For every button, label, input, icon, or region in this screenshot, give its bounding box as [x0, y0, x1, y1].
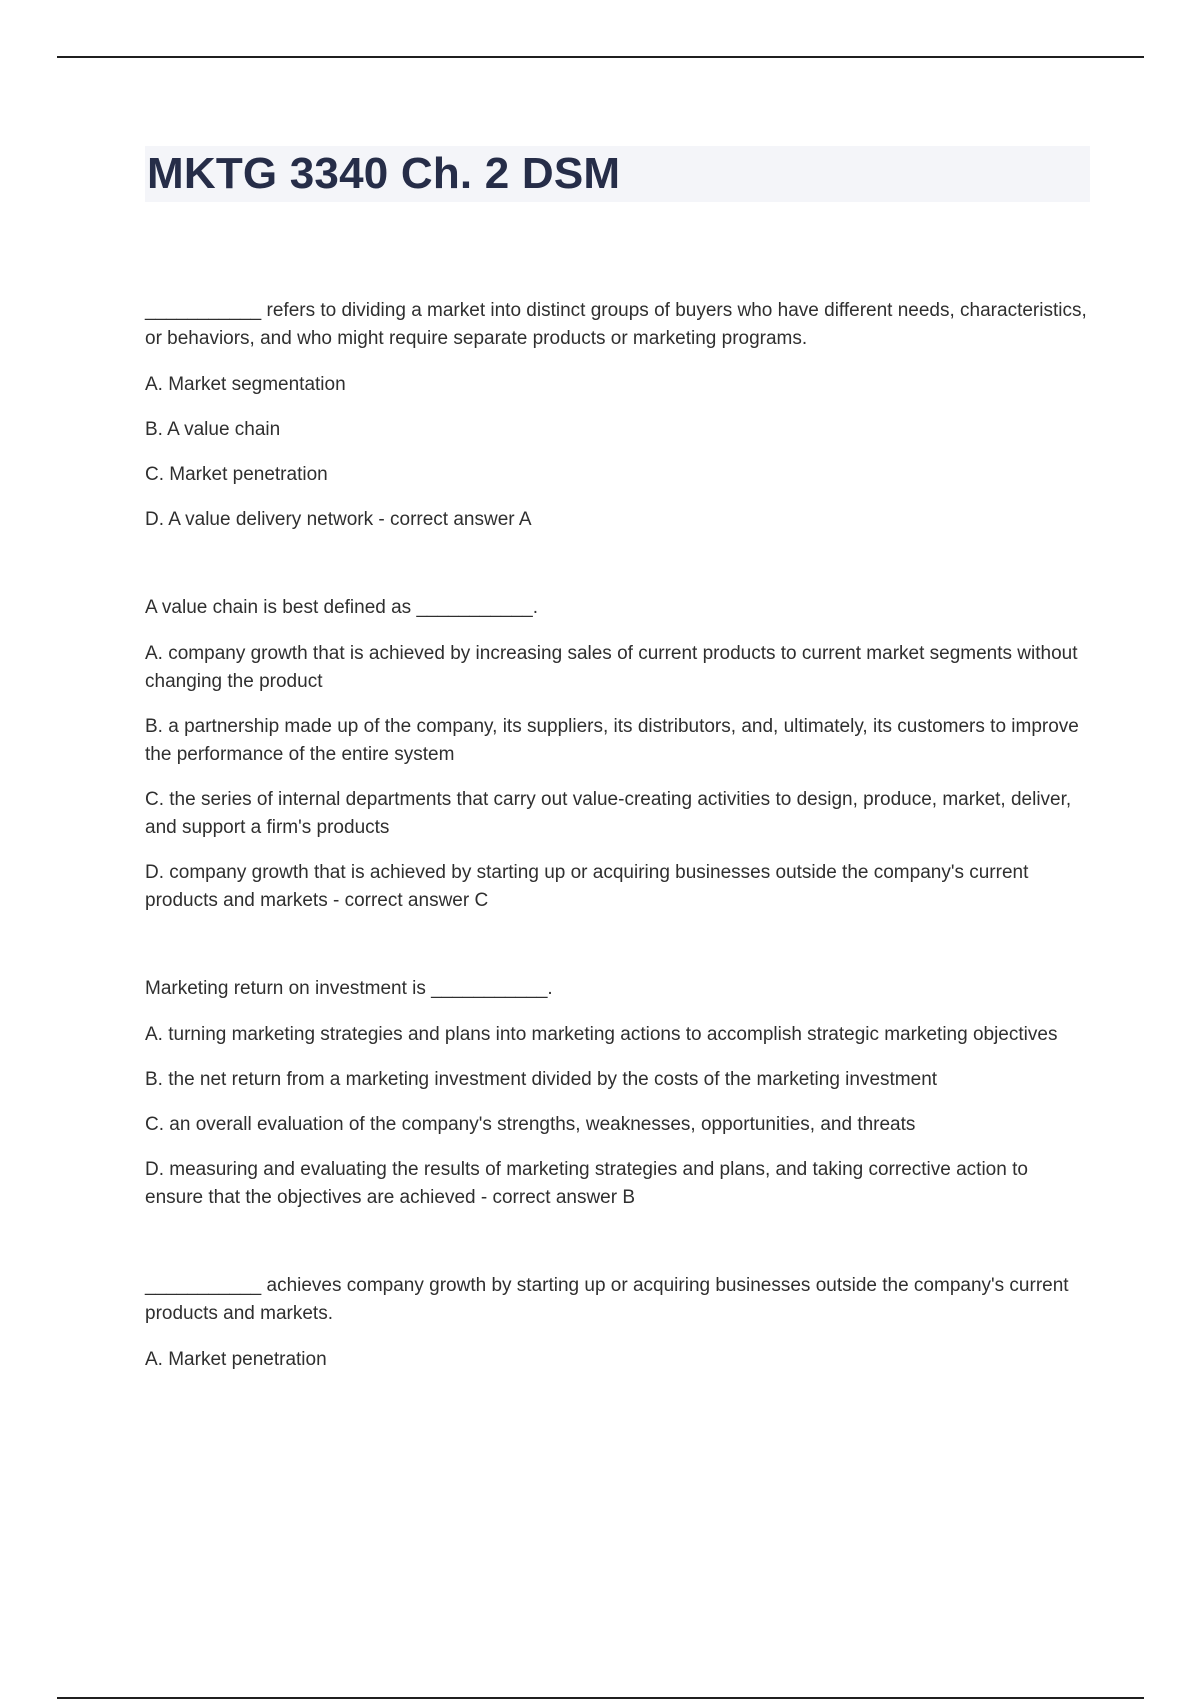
title-bar — [145, 146, 1090, 202]
answer-option-a: A. turning marketing strategies and plans into marketing actions to accomplish strategic marketing objectives — [145, 1024, 1058, 1045]
answer-option-c: C. the series of internal departments that carry out value-creating activities to design, produce, market, deliver, and support a firm's products — [145, 789, 1072, 838]
answer-option-d: D. measuring and evaluating the results of marketing strategies and plans, and taking corrective action to ensure that the objectives are achieved - correct answer B — [145, 1159, 1028, 1208]
answer-option-a: A. Market penetration — [145, 1349, 327, 1370]
question-stem: Marketing return on investment is ___________. — [145, 978, 553, 999]
question-stem: ___________ achieves company growth by starting up or acquiring businesses outside the company's current products and markets. — [145, 1275, 1069, 1324]
question-list — [145, 297, 1090, 1374]
answer-option-a: A. Market segmentation — [145, 374, 346, 395]
answer-option-b: B. A value chain — [145, 419, 281, 440]
answer-option-b: B. the net return from a marketing investment divided by the costs of the marketing investment — [145, 1069, 938, 1090]
question-stem: A value chain is best defined as ___________. — [145, 597, 538, 618]
answer-option-b: B. a partnership made up of the company, its suppliers, its distributors, and, ultimately, its customers to improve the performance of the entire system — [145, 716, 1079, 765]
question-3 — [145, 975, 1090, 1212]
answer-option-c: C. Market penetration — [145, 464, 328, 485]
answer-option-a: A. company growth that is achieved by increasing sales of current products to current market segments without changing the product — [145, 643, 1078, 692]
bottom-divider — [57, 1697, 1144, 1699]
document-title: MKTG 3340 Ch. 2 DSM — [147, 149, 621, 198]
question-4 — [145, 1272, 1090, 1374]
answer-option-d: D. company growth that is achieved by starting up or acquiring businesses outside the company's current products and markets - correct answer C — [145, 862, 1029, 911]
answer-option-c: C. an overall evaluation of the company's strengths, weaknesses, opportunities, and threats — [145, 1114, 916, 1135]
question-1 — [145, 297, 1090, 534]
question-stem: ___________ refers to dividing a market into distinct groups of buyers who have different needs, characteristics, or behaviors, and who might require separate products or marketing programs. — [145, 300, 1087, 349]
question-2 — [145, 594, 1090, 915]
document-page — [145, 146, 1090, 1434]
answer-option-d: D. A value delivery network - correct answer A — [145, 509, 532, 530]
top-divider — [57, 56, 1144, 58]
